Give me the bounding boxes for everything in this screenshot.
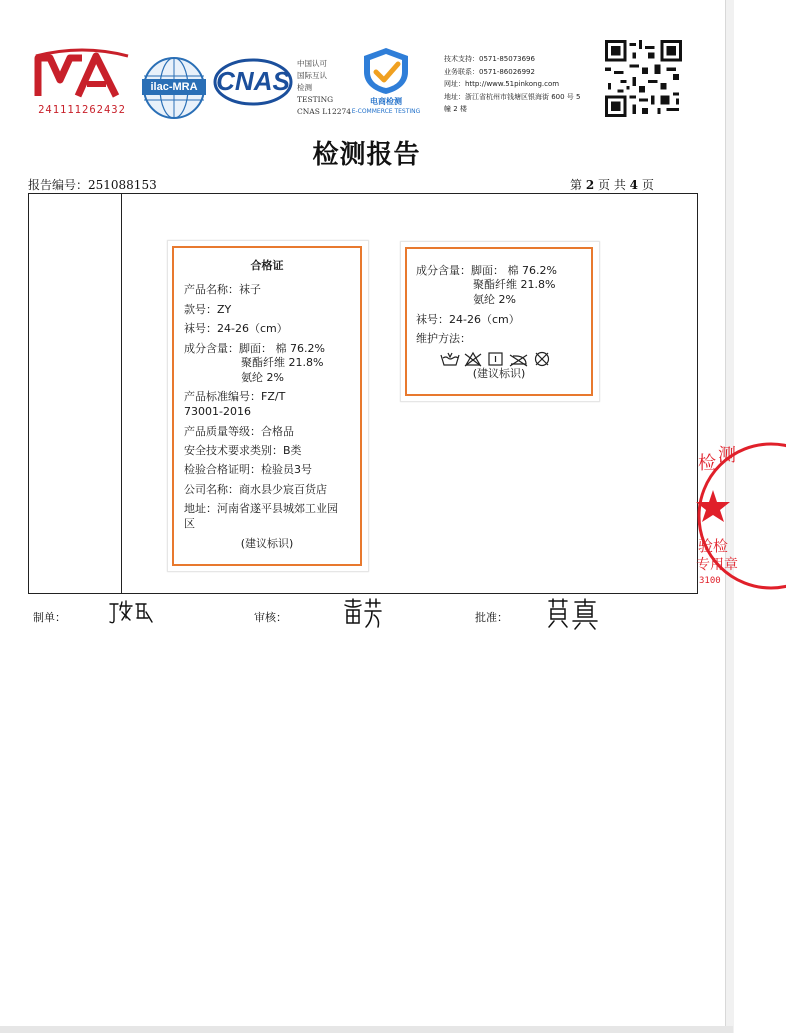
prepared-by-signature <box>108 598 156 628</box>
cma-logo-mark <box>34 50 130 100</box>
approved-by-label: 批准： <box>475 611 508 624</box>
cnas-info-line: CNAS L12274 <box>297 107 352 116</box>
reviewed-by-signature <box>342 597 384 631</box>
no-bleach-icon <box>465 353 481 366</box>
contact-tech-support: 技术支持：0571-85073696 <box>444 55 535 63</box>
shield-check-icon <box>348 44 424 96</box>
label-line: 成分含量：脚面： 棉 76.2% <box>416 264 557 277</box>
label-line: 73001-2016 <box>184 405 251 418</box>
page-suffix: 页 <box>638 178 654 192</box>
label-line: 安全技术要求类别：B类 <box>184 444 302 457</box>
seal-char: 检 <box>698 453 716 474</box>
contact-address: 地址：浙江省杭州市钱塘区银海街 600 号 5 <box>444 92 581 101</box>
label-line: 聚酯纤维 21.8% <box>241 356 324 369</box>
label-line: 聚酯纤维 21.8% <box>473 278 556 291</box>
cma-logo <box>34 50 130 120</box>
page-total: 4 <box>629 178 638 192</box>
label-line: 产品质量等级：合格品 <box>184 425 294 438</box>
seal-char: 专用章 <box>696 557 738 573</box>
approved-by-signature <box>545 597 601 631</box>
page-middle: 页 共 <box>594 178 630 192</box>
certificate-title: 合格证 <box>250 259 284 272</box>
cnas-label: CNAS <box>216 66 290 96</box>
label-line: 氨纶 2% <box>241 371 284 384</box>
label-line: 地址：河南省遂平县城郊工业园 <box>184 502 338 515</box>
ecommerce-logo-en: E-COMMERCE TESTING <box>351 108 421 115</box>
label-note: (建议标识) <box>472 367 526 380</box>
ilac-label: ilac-MRA <box>142 79 206 95</box>
cma-number: 241111262432 <box>38 104 126 116</box>
page-indicator <box>570 176 654 193</box>
label-line: 区 <box>184 517 195 530</box>
seal-char: 测 <box>718 445 736 466</box>
ecommerce-testing-logo <box>348 44 424 120</box>
page-title: 检测报告 <box>312 140 421 170</box>
label-line: 检验合格证明：检验员3号 <box>184 463 312 476</box>
ecommerce-logo-cn: 电商检测 <box>370 97 402 106</box>
care-symbols <box>440 351 558 367</box>
cnas-info-line: 中国认可 <box>297 59 327 68</box>
ilac-logo <box>142 56 206 120</box>
qr-code-icon <box>605 40 682 117</box>
hand-wash-icon <box>441 353 459 365</box>
no-iron-icon <box>510 355 527 366</box>
line-dry-icon <box>489 353 502 365</box>
no-dry-clean-icon <box>536 353 549 366</box>
label-line: 公司名称：商水县少宸百货店 <box>184 483 327 496</box>
cnas-info-line: 国际互认 <box>297 71 327 80</box>
table-divider <box>121 193 122 594</box>
contact-business: 业务联系：0571-86026992 <box>444 67 535 76</box>
cnas-info-line: 检测 <box>297 83 312 92</box>
cnas-info-line: TESTING <box>297 95 334 104</box>
report-number: 报告编号：251088153 <box>28 178 157 192</box>
label-line: 产品名称：袜子 <box>184 283 261 296</box>
label-note: (建议标识) <box>240 537 294 550</box>
label-line: 维护方法： <box>416 332 471 345</box>
page-prefix: 第 <box>570 178 586 192</box>
contact-website: 网址：http://www.51pinkong.com <box>444 80 560 89</box>
seal-number: 3100 <box>699 576 721 586</box>
contact-info <box>444 53 594 116</box>
prepared-by-label: 制单： <box>33 611 66 624</box>
label-line: 产品标准编号：FZ/T <box>184 390 286 403</box>
contact-address-cont: 幢 2 楼 <box>444 105 467 114</box>
cnas-accreditation-info <box>297 58 351 118</box>
reviewed-by-label: 审核： <box>254 611 287 624</box>
label-line: 氨纶 2% <box>473 293 516 306</box>
label-line: 成分含量：脚面： 棉 76.2% <box>184 342 325 355</box>
label-line: 袜号：24-26（cm） <box>416 313 520 326</box>
label-line: 款号：ZY <box>184 303 232 316</box>
seal-char: 验检 <box>698 537 729 555</box>
label-line: 袜号：24-26（cm） <box>184 322 288 335</box>
official-seal-stamp <box>696 441 786 591</box>
page-current: 2 <box>585 178 595 192</box>
page-edge <box>0 1026 733 1033</box>
cnas-logo <box>213 56 293 108</box>
